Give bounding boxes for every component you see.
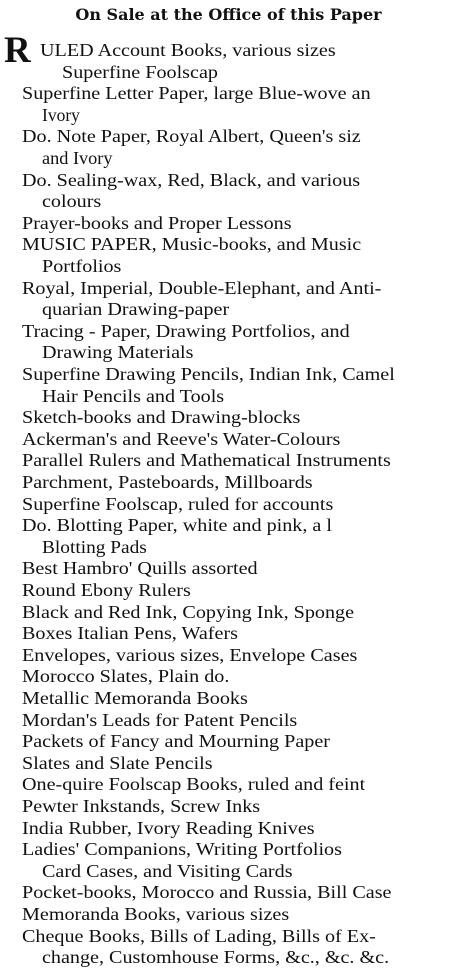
list-line: Cheque Books, Bills of Lading, Bills of Ex- xyxy=(22,925,376,946)
list-line: Tracing - Paper, Drawing Portfolios, and xyxy=(22,320,350,341)
list-line: Prayer-books and Proper Lessons xyxy=(22,212,292,233)
list-line: Black and Red Ink, Copying Ink, Sponge xyxy=(22,601,355,622)
list-line: India Rubber, Ivory Reading Knives xyxy=(22,817,315,838)
list-line: Portfolios xyxy=(42,256,122,276)
list-line: Round Ebony Rulers xyxy=(22,580,191,600)
list-line: Do. Note Paper, Royal Albert, Queen's siz xyxy=(22,126,361,147)
list-line: Parallel Rulers and Mathematical Instruments xyxy=(22,450,391,471)
list-line: change, Customhouse Forms, &c., &c. &c. xyxy=(42,947,390,968)
list-line: Envelopes, various sizes, Envelope Cases xyxy=(22,644,358,665)
list-line: Pewter Inkstands, Screw Inks xyxy=(22,796,261,816)
list-line: ULED Account Books, various sizes xyxy=(40,40,336,60)
list-line: Ladies' Companions, Writing Portfolios xyxy=(22,839,342,860)
list-line: Hair Pencils and Tools xyxy=(42,385,225,406)
list-line: Royal, Imperial, Double-Elephant, and Anti- xyxy=(22,277,382,298)
list-line: Pocket-books, Morocco and Russia, Bill Case xyxy=(22,882,392,903)
drop-cap: R xyxy=(4,30,31,71)
list-line: Drawing Materials xyxy=(42,342,194,363)
list-line: quarian Drawing-paper xyxy=(42,299,230,320)
list-line: One-quire Foolscap Books, ruled and feint xyxy=(22,774,366,795)
list-line: Blotting Pads xyxy=(42,536,147,557)
list-line: colours xyxy=(42,191,102,212)
list-line: Best Hambro' Quills assorted xyxy=(22,558,258,579)
list-line: Ackerman's and Reeve's Water-Colours xyxy=(22,428,341,449)
list-line: Metallic Memoranda Books xyxy=(22,688,248,708)
list-line: Parchment, Pasteboards, Millboards xyxy=(22,472,313,492)
list-line: Ivory xyxy=(42,104,80,125)
list-line: Boxes Italian Pens, Wafers xyxy=(22,623,238,644)
list-line: Do. Blotting Paper, white and pink, a l xyxy=(22,515,332,536)
list-line: MUSIC PAPER, Music-books, and Music xyxy=(22,234,362,255)
list-line: Sketch-books and Drawing-blocks xyxy=(22,407,301,428)
list-line: Memoranda Books, various sizes xyxy=(22,904,290,924)
list-line: Do. Sealing-wax, Red, Black, and various xyxy=(22,169,361,190)
list-line: Mordan's Leads for Patent Pencils xyxy=(22,709,298,730)
list-line: Superfine Foolscap, ruled for accounts xyxy=(22,493,334,514)
list-line: Card Cases, and Visiting Cards xyxy=(42,860,293,881)
list-line: Superfine Foolscap xyxy=(62,61,218,82)
list-line: Superfine Letter Paper, large Blue-wove an xyxy=(22,83,371,104)
list-line: and Ivory xyxy=(42,148,113,168)
list-line: Slates and Slate Pencils xyxy=(22,752,213,773)
list-line: Packets of Fancy and Mourning Paper xyxy=(22,731,330,752)
list-line: Superfine Drawing Pencils, Indian Ink, Camel xyxy=(22,364,395,384)
list-line: Morocco Slates, Plain do. xyxy=(22,666,230,687)
page-heading: On Sale at the Office of this Paper xyxy=(75,5,382,24)
